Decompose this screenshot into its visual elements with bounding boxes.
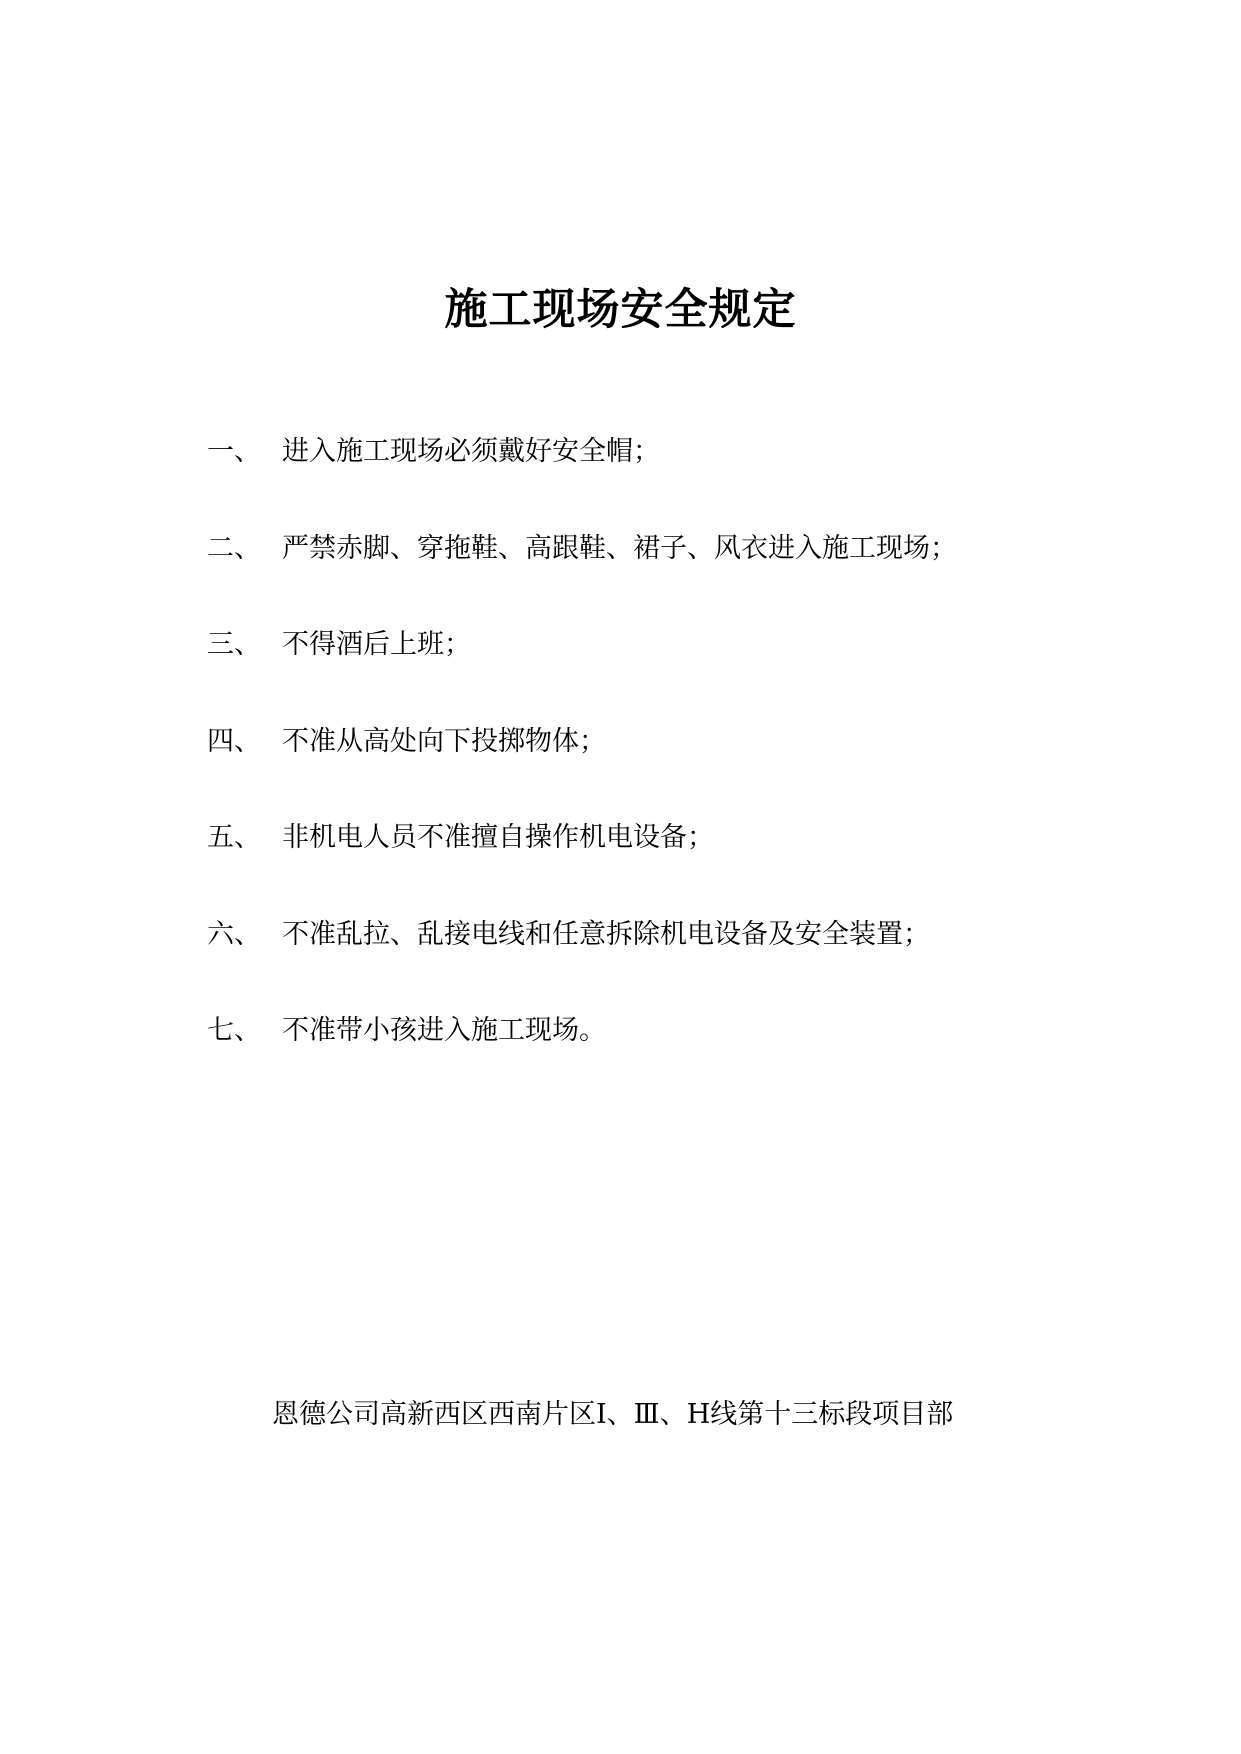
rule-number: 一、 <box>207 436 261 467</box>
rule-number: 五、 <box>207 822 261 853</box>
rule-item <box>207 625 1167 722</box>
rule-number: 六、 <box>207 918 261 950</box>
rule-number: 三、 <box>207 629 261 660</box>
rules-list <box>207 432 1167 1108</box>
rule-item <box>207 818 1167 915</box>
rule-text: 进入施工现场必须戴好安全帽； <box>282 436 660 467</box>
rule-text: 不准从高处向下投掷物体； <box>282 725 606 757</box>
rule-text: 不准乱拉、乱接电线和任意拆除机电设备及安全装置； <box>282 918 930 950</box>
issuer-footer: 恩德公司高新西区西南片区Ⅰ、Ⅲ、H线第十三标段项目部 <box>272 1399 954 1430</box>
rule-text: 不得酒后上班； <box>282 629 471 660</box>
rule-item <box>207 1011 1167 1108</box>
rule-item <box>207 432 1167 529</box>
rule-number: 七、 <box>207 1015 261 1046</box>
rule-text: 严禁赤脚、穿拖鞋、高跟鞋、裙子、风衣进入施工现场； <box>282 532 957 564</box>
document-title: 施工现场安全规定 <box>444 285 797 335</box>
rule-text: 非机电人员不准擅自操作机电设备； <box>282 822 714 853</box>
rule-item <box>207 529 1167 626</box>
rule-number: 二、 <box>207 532 261 564</box>
rule-item <box>207 722 1167 819</box>
rule-item <box>207 915 1167 1012</box>
rule-number: 四、 <box>207 725 261 757</box>
rule-text: 不准带小孩进入施工现场。 <box>282 1015 606 1046</box>
